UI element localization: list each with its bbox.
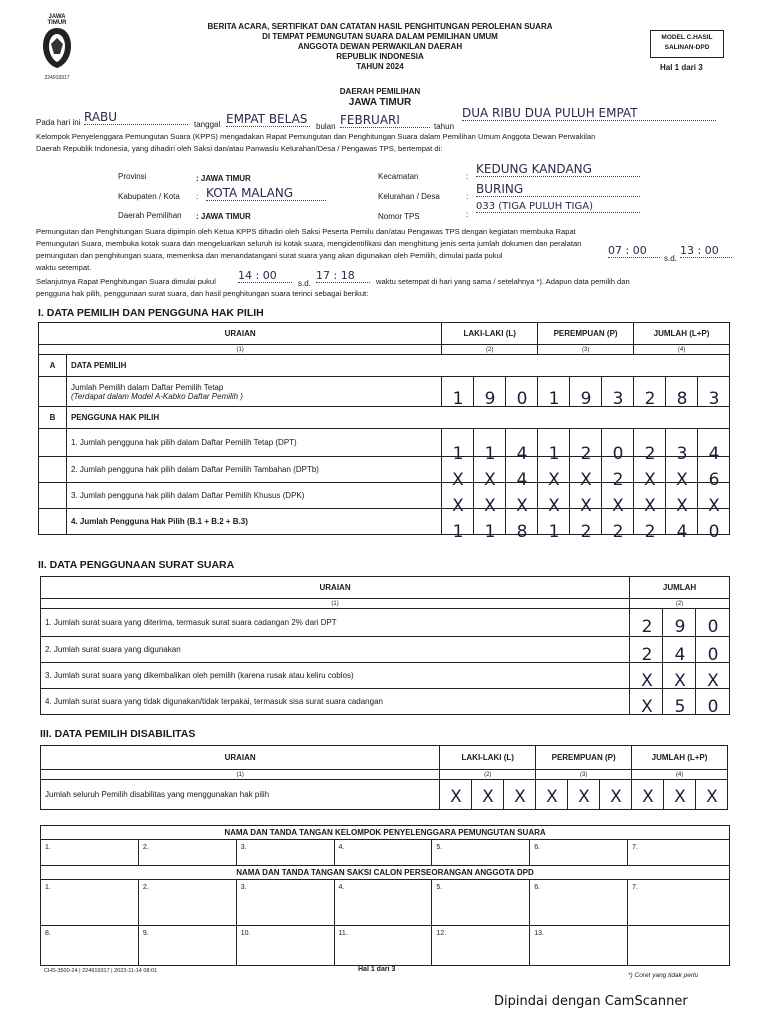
s1-b-code: B: [39, 407, 67, 429]
start-sd: s.d.: [664, 254, 677, 263]
tanggal-value: EMPAT BELAS: [226, 112, 310, 127]
s1-a1-digit-2: 9: [484, 389, 496, 409]
count-sd: s.d.: [298, 279, 311, 288]
s3-num-1: (1): [41, 770, 440, 780]
s1-a1-digit-6: 3: [612, 389, 624, 409]
s1-num-1: (1): [39, 345, 442, 355]
s1-b1-digit-4: 1: [548, 444, 560, 464]
s1-header-uraian: URAIAN: [39, 323, 442, 345]
s1-a1-digit-3: 0: [516, 389, 528, 409]
saksi-signature-cell-1: 1.: [41, 880, 139, 926]
saksi-signature-title: NAMA DAN TANDA TANGAN SAKSI CALON PERSEORANGAN ANGGOTA DPD: [41, 866, 730, 880]
count-start: 14 : 00: [238, 269, 292, 283]
title-line-1: BERITA ACARA, SERTIFIKAT DAN CATATAN HASIL PENGHITUNGAN PEROLEHAN SUARA: [207, 22, 553, 31]
saksi-signature-2-cell-2: 9.: [138, 926, 236, 966]
saksi-signature-cell-7: 7.: [628, 880, 730, 926]
s1-b4-digit-1: 1: [452, 522, 464, 542]
s3-r1-digit-2: X: [482, 787, 494, 807]
title-line-2: DI TEMPAT PEMUNGUTAN SUARA DALAM PEMILIHAN UMUM: [262, 32, 498, 41]
s2-row3: 3. Jumlah surat suara yang dikembalikan oleh pemilih (karena rusak atau keliru coblos): [41, 663, 630, 689]
kelurahan-colon: :: [466, 192, 469, 201]
kpps-signature-cell-3: 3.: [236, 840, 334, 866]
logo: [40, 14, 74, 81]
s3-num-3: (3): [536, 770, 632, 780]
kabupaten-label: Kabupaten / Kota: [118, 192, 180, 201]
s2-r4-digit-1: X: [641, 697, 653, 717]
s1-b3-digit-7: X: [644, 496, 656, 516]
saksi-signature-2-cell-3: 10.: [236, 926, 334, 966]
camscanner-watermark: Dipindai dengan CamScanner: [494, 994, 688, 1009]
procedure-line-6: pengguna hak pilih, penggunaan surat suara, dan hasil penghitungan suara terinci sebagai berikut:: [36, 289, 369, 298]
s1-header-jumlah: JUMLAH (L+P): [634, 323, 730, 345]
kpps-signature-cell-5: 5.: [432, 840, 530, 866]
s1-b2-digit-1: X: [452, 470, 464, 490]
s1-num-2: (2): [442, 345, 538, 355]
s1-b3-digit-3: X: [516, 496, 528, 516]
s2-r3-digit-3: X: [707, 671, 719, 691]
section-1-title: I. DATA PEMILIH DAN PENGGUNA HAK PILIH: [38, 307, 264, 319]
tps-value: 033 (TIGA PULUH TIGA): [476, 201, 640, 213]
saksi-signature-2-cell-5: 12.: [432, 926, 530, 966]
kpps-signature-cell-6: 6.: [530, 840, 628, 866]
kabupaten-colon: :: [196, 192, 199, 201]
section-3-title: III. DATA PEMILIH DISABILITAS: [40, 728, 196, 740]
s2-num-2: (2): [630, 599, 730, 609]
saksi-signature-2-cell-1: 8.: [41, 926, 139, 966]
s1-b2-digit-2: X: [484, 470, 496, 490]
title-line-3: ANGGOTA DEWAN PERWAKILAN DAERAH: [297, 42, 463, 51]
daerah-value: : JAWA TIMUR: [196, 212, 251, 221]
s1-b-row4: 4. Jumlah Pengguna Hak Pilih (B.1 + B.2 + B.3): [66, 509, 441, 535]
tanggal-label: tanggal: [194, 120, 221, 129]
s1-b4-digit-2: 1: [484, 522, 496, 542]
s1-b4-digit-5: 2: [580, 522, 592, 542]
saksi-signature-cell-3: 3.: [236, 880, 334, 926]
kecamatan-label: Kecamatan: [378, 172, 419, 181]
s1-a1-digit-5: 9: [580, 389, 592, 409]
intro-pada-hari: Pada hari ini: [36, 118, 81, 127]
procedure-line-2: Pemungutan Suara, membuka kotak suara dan mengeluarkan seluruh isi kotak suara, mengidentifikasi dan menghitung jenis serta jumlah dokumen dan peralatan: [36, 239, 582, 248]
kpps-signature-title: NAMA DAN TANDA TANGAN KELOMPOK PENYELENGGARA PEMUNGUTAN SUARA: [41, 826, 730, 840]
garuda-emblem-icon: [40, 26, 74, 70]
s1-b2-digit-6: 2: [612, 470, 624, 490]
region-value: JAWA TIMUR: [348, 97, 412, 108]
procedure-line-5a: Selanjutnya Rapat Penghitungan Suara dimulai pukul: [36, 277, 216, 286]
model-line-1: MODEL C.HASIL: [661, 34, 713, 41]
s2-r2-digit-3: 0: [707, 645, 719, 665]
tahun-value: DUA RIBU DUA PULUH EMPAT: [462, 106, 716, 121]
s1-b3-digit-2: X: [484, 496, 496, 516]
s2-row4: 4. Jumlah surat suara yang tidak digunakan/tidak terpakai, termasuk sisa surat suara cadangan: [41, 689, 630, 715]
s1-b3-digit-6: X: [612, 496, 624, 516]
s1-b4-digit-7: 2: [644, 522, 656, 542]
s1-a-code: A: [39, 355, 67, 377]
s1-b1-digit-1: 1: [452, 444, 464, 464]
s1-num-4: (4): [634, 345, 730, 355]
section-2-title: II. DATA PENGGUNAAN SURAT SUARA: [38, 559, 235, 571]
s3-r1-digit-8: X: [674, 787, 686, 807]
saksi-signature-cell-5: 5.: [432, 880, 530, 926]
saksi-signature-2-cell-6: 13.: [530, 926, 628, 966]
kecamatan-value: KEDUNG KANDANG: [476, 162, 640, 177]
footer-code: CHS-3500-24 | 224919317 | 2023-11-14 08:01: [44, 968, 158, 974]
s1-b4-digit-6: 2: [612, 522, 624, 542]
logo-text-top: JAWA TIMUR: [47, 14, 67, 26]
s2-r1-digit-2: 9: [674, 617, 686, 637]
s1-b-row3: 3. Jumlah pengguna hak pilih dalam Daftar Pemilih Khusus (DPK): [66, 483, 441, 509]
s1-b-row2: 2. Jumlah pengguna hak pilih dalam Daftar Pemilih Tambahan (DPTb): [66, 457, 441, 483]
saksi-signature-cell-2: 2.: [138, 880, 236, 926]
tps-label: Nomor TPS: [378, 212, 420, 221]
footer-note: *) Coret yang tidak perlu: [628, 972, 699, 979]
s1-a-row1-note: (Terdapat dalam Model A-Kabko Daftar Pemilih ): [70, 391, 243, 401]
s2-row2: 2. Jumlah surat suara yang digunakan: [41, 637, 630, 663]
s2-r1-digit-1: 2: [641, 617, 653, 637]
kelurahan-value: BURING: [476, 182, 640, 197]
intro-line-2: Kelompok Penyelenggara Pemungutan Suara (KPPS) mengadakan Rapat Pemungutan dan Penghitungan Suara dalam Pemilihan Umum Anggota Dewan Perwakilan: [36, 132, 596, 141]
s2-r3-digit-2: X: [674, 671, 686, 691]
kabupaten-value: KOTA MALANG: [206, 186, 326, 201]
s2-r1-digit-3: 0: [707, 617, 719, 637]
provinsi-label: Provinsi: [118, 172, 147, 181]
s1-b4-digit-9: 0: [708, 522, 720, 542]
saksi-signature-2-cell-7: [628, 926, 730, 966]
s2-r4-digit-2: 5: [674, 697, 686, 717]
s1-a1-digit-1: 1: [452, 389, 464, 409]
s2-row1: 1. Jumlah surat suara yang diterima, termasuk surat suara cadangan 2% dari DPT: [41, 609, 630, 637]
s1-header-perempuan: PEREMPUAN (P): [538, 323, 634, 345]
title-line-4: REPUBLIK INDONESIA: [336, 52, 424, 61]
s3-r1-digit-5: X: [578, 787, 590, 807]
footer-page: Hal 1 dari 3: [358, 966, 396, 973]
procedure-line-4: waktu setempat.: [36, 263, 92, 272]
s1-b2-digit-7: X: [644, 470, 656, 490]
s1-b2-digit-3: 4: [516, 470, 528, 490]
s1-a-row1: [66, 377, 441, 407]
procedure-line-1: Pemungutan dan Penghitungan Suara dipimpin oleh Ketua KPPS dihadiri oleh Saksi Peserta Pemilu dan/atau Pengawas TPS dengan kegiatan membuka Rapat: [36, 227, 576, 236]
s3-num-4: (4): [632, 770, 728, 780]
s1-a1-digit-4: 1: [548, 389, 560, 409]
s3-header-laki: LAKI-LAKI (L): [440, 746, 536, 770]
document-title: [160, 22, 600, 72]
signature-table: [40, 825, 730, 966]
s1-b3-digit-9: X: [708, 496, 720, 516]
saksi-signature-cell-4: 4.: [334, 880, 432, 926]
bulan-value: FEBRUARI: [340, 113, 430, 128]
s3-header-uraian: URAIAN: [41, 746, 440, 770]
saksi-signature-cell-6: 6.: [530, 880, 628, 926]
s1-b-title: PENGGUNA HAK PILIH: [66, 407, 729, 429]
s1-b3-digit-1: X: [452, 496, 464, 516]
s1-b4-digit-8: 4: [676, 522, 688, 542]
s1-a-row1-label: Jumlah Pemilih dalam Daftar Pemilih Tetap: [70, 382, 224, 392]
s1-b1-digit-3: 4: [516, 444, 528, 464]
page-number: Hal 1 dari 3: [660, 63, 703, 72]
kpps-signature-cell-2: 2.: [138, 840, 236, 866]
s1-b4-digit-3: 8: [516, 522, 528, 542]
s2-r3-digit-1: X: [641, 671, 653, 691]
count-end: 17 : 18: [316, 269, 370, 283]
end-time: 13 : 00: [680, 244, 732, 258]
s1-b3-digit-8: X: [676, 496, 688, 516]
s1-b1-digit-6: 0: [612, 444, 624, 464]
s1-b1-digit-2: 1: [484, 444, 496, 464]
s2-header-jumlah: JUMLAH: [630, 577, 730, 599]
s2-r4-digit-3: 0: [707, 697, 719, 717]
hari-value: RABU: [84, 110, 188, 125]
region-label: DAERAH PEMILIHAN: [339, 87, 421, 96]
model-box: [650, 30, 724, 58]
s1-b4-digit-4: 1: [548, 522, 560, 542]
logo-text-bottom: 224919317: [44, 75, 70, 81]
start-time: 07 : 00: [608, 244, 660, 258]
s3-r1-digit-3: X: [514, 787, 526, 807]
s1-b2-digit-5: X: [580, 470, 592, 490]
s1-b2-digit-4: X: [548, 470, 560, 490]
s2-header-uraian: URAIAN: [41, 577, 630, 599]
s1-a-title: DATA PEMILIH: [66, 355, 729, 377]
procedure-line-3: pemungutan dan penghitungan suara, memeriksa dan menandatangani surat suara yang akan digunakan oleh Pemilih, dimulai pada pukul: [36, 251, 503, 260]
title-line-5: TAHUN 2024: [356, 62, 404, 71]
section-2-table: [40, 576, 730, 715]
s3-r1-digit-7: X: [642, 787, 654, 807]
s1-b1-digit-9: 4: [708, 444, 720, 464]
s2-r2-digit-2: 4: [674, 645, 686, 665]
kpps-signature-cell-1: 1.: [41, 840, 139, 866]
s1-b1-digit-8: 3: [676, 444, 688, 464]
s1-a1-digit-8: 8: [676, 389, 688, 409]
s1-num-3: (3): [538, 345, 634, 355]
s3-r1-digit-6: X: [610, 787, 622, 807]
s1-b2-digit-8: X: [676, 470, 688, 490]
intro-line-3: Daerah Republik Indonesia, yang dihadiri oleh Saksi dan/atau Panwaslu Kelurahan/Desa / Pengawas TPS, bertempat di:: [36, 144, 443, 153]
s1-b3-digit-4: X: [548, 496, 560, 516]
kpps-signature-cell-4: 4.: [334, 840, 432, 866]
bulan-label: bulan: [316, 122, 336, 131]
tps-colon: :: [466, 210, 469, 219]
s1-b-row1: 1. Jumlah pengguna hak pilih dalam Daftar Pemilih Tetap (DPT): [66, 429, 441, 457]
s3-header-jumlah: JUMLAH (L+P): [632, 746, 728, 770]
s1-a1-digit-9: 3: [708, 389, 720, 409]
kelurahan-label: Kelurahan / Desa: [378, 192, 440, 201]
s3-row1: Jumlah seluruh Pemilih disabilitas yang menggunakan hak pilih: [41, 780, 440, 810]
s1-b3-digit-5: X: [580, 496, 592, 516]
provinsi-value: : JAWA TIMUR: [196, 174, 251, 183]
tahun-label: tahun: [434, 122, 455, 131]
s1-b1-digit-7: 2: [644, 444, 656, 464]
s2-num-1: (1): [41, 599, 630, 609]
procedure-line-5b: waktu setempat di hari yang sama / setelahnya *). Adapun data pemilih dan: [376, 277, 630, 286]
kpps-signature-cell-7: 7.: [628, 840, 730, 866]
s1-a1-digit-7: 2: [644, 389, 656, 409]
s1-header-laki: LAKI-LAKI (L): [442, 323, 538, 345]
s1-b1-digit-5: 2: [580, 444, 592, 464]
daerah-label: Daerah Pemilihan: [118, 211, 182, 220]
saksi-signature-2-cell-4: 11.: [334, 926, 432, 966]
s3-r1-digit-4: X: [546, 787, 558, 807]
s1-b2-digit-9: 6: [708, 470, 720, 490]
s2-r2-digit-1: 2: [641, 645, 653, 665]
s3-header-perempuan: PEREMPUAN (P): [536, 746, 632, 770]
model-line-2: SALINAN-DPD: [664, 44, 710, 51]
s3-r1-digit-9: X: [706, 787, 718, 807]
s3-r1-digit-1: X: [450, 787, 462, 807]
s3-num-2: (2): [440, 770, 536, 780]
kecamatan-colon: :: [466, 172, 469, 181]
